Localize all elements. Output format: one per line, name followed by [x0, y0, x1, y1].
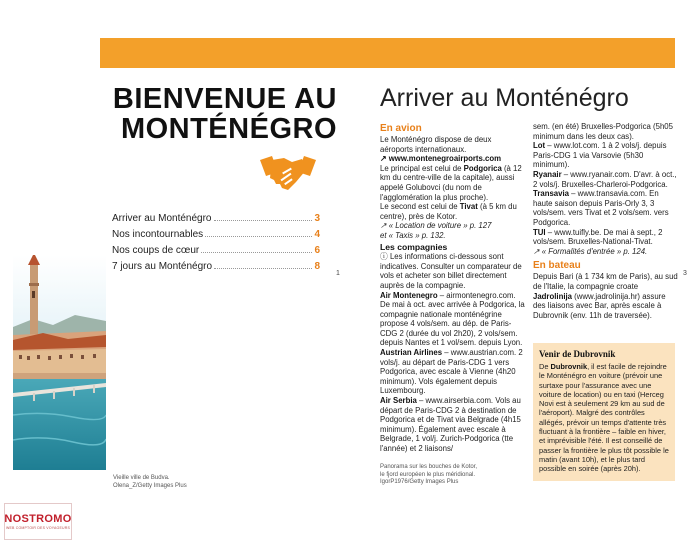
toc-item[interactable]	[112, 261, 320, 277]
cross-reference[interactable]: ↗ « Formalités d'entrée » p. 124.	[533, 246, 648, 256]
toc-item-label: 7 jours au Monténégro	[112, 261, 213, 272]
toc-item-label: Nos coups de cœur	[112, 245, 200, 256]
panorama-caption	[380, 464, 477, 487]
toc-item-page: 4	[314, 229, 320, 240]
airline-entry: Transavia – www.transavia.com. En haute saison depuis Paris-Orly 3, 3 vols/sem. vers Tivat et 2 vols/sem. vers Podgorica.	[533, 189, 669, 227]
airline-name: Ryanair	[533, 169, 562, 179]
toc-leader-dots	[201, 252, 312, 253]
paragraph: Le second est celui de Tivat (à 5 km du centre), près de Kotor.	[380, 202, 517, 221]
budva-old-town-image	[13, 255, 106, 470]
toc-item-page: 6	[314, 245, 320, 256]
airline-name: Austrian Airlines	[380, 348, 443, 358]
photo-caption	[113, 475, 187, 490]
paragraph: Le principal est celui de Podgorica (à 12 km du centre-ville de la capitale), aussi appelé Golubovci (du nom de l'agglomération la plus proche).	[380, 163, 522, 202]
logo-tagline: WEB COMPTOIR DES VOYAGEURS	[6, 526, 70, 530]
airline-name: Transavia	[533, 189, 569, 199]
chapter-title-line1: BIENVENUE AU	[112, 83, 337, 115]
toc-leader-dots	[214, 220, 313, 221]
header-bar-left	[13, 38, 100, 68]
table-of-contents	[112, 213, 320, 277]
place-name: Dubrovnik	[550, 362, 588, 371]
chapter-title-line2: MONTÉNÉGRO	[120, 113, 337, 145]
dubrovnik-sidebar-box	[533, 343, 675, 481]
reference-icon: ↗	[533, 246, 542, 256]
place-name: Podgorica	[463, 163, 502, 173]
toc-leader-dots	[205, 236, 312, 237]
page-title: Arriver au Monténégro	[380, 84, 629, 112]
budva-photo	[13, 255, 106, 470]
airline-name: Air Montenegro	[380, 290, 438, 300]
airline-entry: Air Montenegro – airmontenegro.com. De mai à oct. avec arrivée à Podgorica, la compagnie nationale monténégrine propose 4 vols/sem. au dép. de Paris-CDG 2 (durée du vol 2h20), 2 vols/sem. depuis Nantes et 1 vol/sem. depuis Lyon.	[380, 290, 525, 348]
paragraph: ⓘ Les informations ci-dessous sont indicatives. Consulter un comparateur de vols et acheter son billet directement auprès de la compagnie.	[380, 252, 522, 290]
paragraph: sem. (en été) Bruxelles-Podgorica (5h05 minimum dans les deux cas).	[533, 122, 673, 141]
link-icon: ↗	[380, 154, 389, 164]
toc-item[interactable]	[112, 245, 320, 261]
header-bar-right	[675, 38, 700, 68]
airline-name: Air Serbia	[380, 396, 417, 406]
logo-name: NOSTROMO	[4, 513, 72, 525]
left-page-number: 1	[336, 270, 340, 277]
airline-entry: TUI – www.tuifly.be. De mai à sept., 2 vols/sem. Bruxelles-National-Tivat.	[533, 227, 663, 247]
airline-name: Lot	[533, 141, 546, 151]
section-heading-compagnies: Les compagnies	[380, 241, 448, 252]
website-link-text: www.montenegroairports.com	[388, 154, 502, 164]
section-heading-avion: En avion	[380, 123, 422, 134]
photo-credit: IgorP1976/Getty Images Plus	[380, 479, 459, 485]
toc-item-label: Nos incontournables	[112, 229, 204, 240]
box-title: Venir de Dubrovnik	[539, 349, 616, 359]
airline-entry: Austrian Airlines – www.austrian.com. 2 vols/j. au départ de Paris-CDG 1 vers Podgorica, avec escale à Vienne (4h20 minimum). Vols également depuis Luxembourg.	[380, 348, 523, 396]
paragraph: Le Monténégro dispose de deux aéroports internationaux.	[380, 135, 492, 154]
paragraph: Depuis Bari (à 1 734 km de Paris), au sud de l'Italie, la compagnie croate Jadrolinija (www.jadrolinija.hr) assure des liaisons avec Bar, après escale à Dubrovnik (env. 11h de traversée).	[533, 272, 678, 320]
reference-icon: ↗	[380, 221, 389, 231]
section-heading-bateau: En bateau	[533, 260, 581, 272]
nostromo-logo	[4, 503, 72, 540]
company-name: Jadrolinija	[533, 291, 572, 301]
airline-name: TUI	[533, 227, 546, 237]
column-left	[380, 122, 525, 454]
caption-line: le fjord européen le plus méridional.	[380, 471, 476, 478]
toc-item-page: 3	[314, 213, 320, 224]
cross-reference[interactable]: ↗ « Location de voiture » p. 127	[380, 221, 492, 231]
place-name: Tivat	[459, 202, 478, 212]
info-icon: ⓘ	[380, 252, 390, 262]
header-bar	[100, 38, 700, 68]
handshake-icon	[258, 150, 318, 198]
cross-reference[interactable]: et « Taxis » p. 132.	[380, 230, 446, 240]
chapter-title	[112, 84, 337, 144]
airline-entry: Ryanair – www.ryanair.com. D'avr. à oct., 2 vols/j. Bruxelles-Charleroi-Podgorica.	[533, 169, 677, 189]
column-right	[533, 122, 678, 320]
photo-caption-text: Vieille ville de Budva.	[113, 475, 170, 481]
photo-credit: Olena_Z/Getty Images Plus	[113, 482, 187, 489]
airline-entry: Lot – www.lot.com. 1 à 2 vols/j. depuis Paris-CDG 1 via Varsovie (5h30 minimum).	[533, 141, 667, 170]
airline-entry: Air Serbia – www.airserbia.com. Vols au départ de Paris-CDG 2 à destination de Podgorica et de Tivat via Belgrade (4h15 minimum). Également avec escale à Belgrade, 1 vol/j. Zurich-Podgorica (tte l'année) et 2 liaisons/	[380, 396, 521, 453]
website-link[interactable]	[380, 154, 525, 164]
caption-line: Panorama sur les bouches de Kotor,	[380, 464, 478, 470]
right-page-number: 3	[683, 270, 687, 277]
toc-item[interactable]	[112, 213, 320, 229]
toc-item[interactable]	[112, 229, 320, 245]
toc-item-page: 8	[314, 261, 320, 272]
toc-leader-dots	[214, 268, 312, 269]
box-body: De Dubrovnik, il est facile de rejoindre le Monténégro en voiture (prévoir une surtaxe pour l'assurance avec une voiture de location) ou en taxi (Herceg Novi est à seulement 29 km au sud de l'aéroport). Malgré des contrôles allégés, prévoir un temps d'attente très fluctuant à la frontière – faible en hiver, et imprévisible l'été. Il est conseillé de passer la frontière le plus tôt possible le matin (avant 10h), et le plus tard possible en soirée (après 20h).	[539, 362, 669, 474]
toc-item-label: Arriver au Monténégro	[112, 213, 212, 224]
